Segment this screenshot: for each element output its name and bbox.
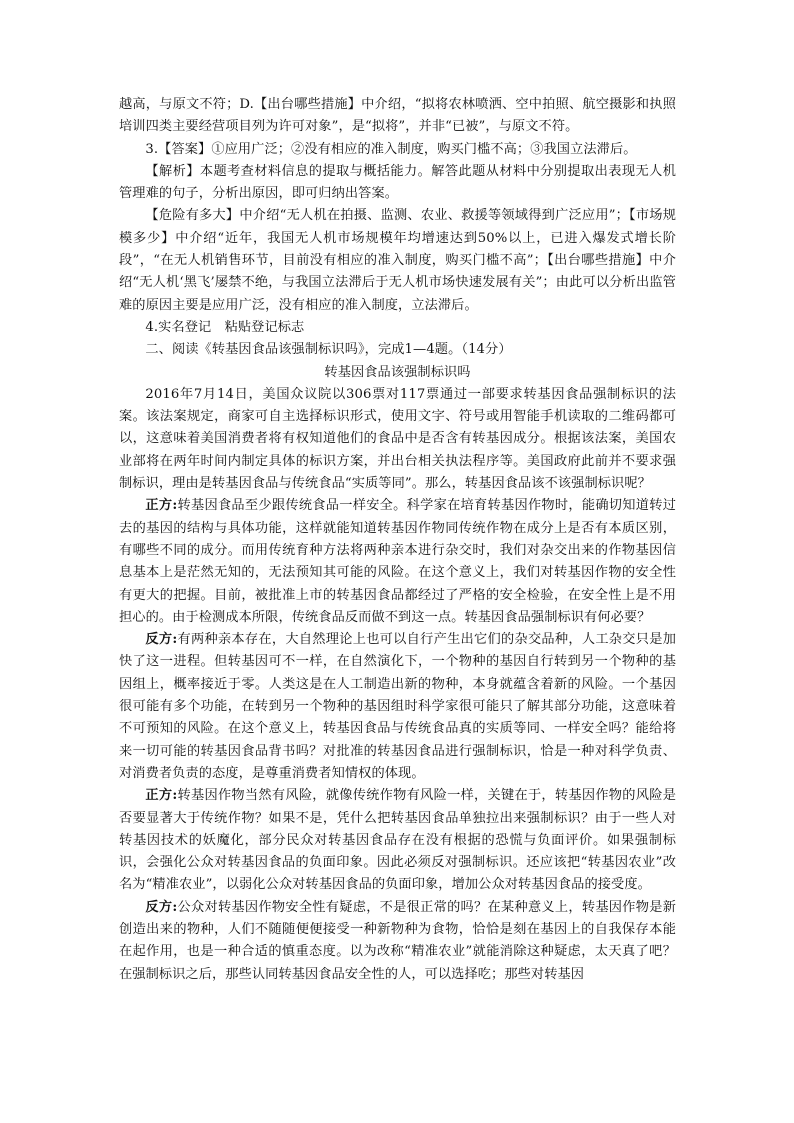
- analysis-3: 【解析】本题考查材料信息的提取与概括能力。解答此题从材料中分别提取出表现无人机管理难的句子，分析出原因，即可归纳出答案。: [119, 163, 676, 202]
- answer-4: 4.实名登记 粘贴登记标志: [145, 319, 305, 335]
- article-paragraph-5: [119, 897, 676, 986]
- article-paragraph-2: [119, 495, 676, 629]
- paragraph-text: 转基因食品至少跟传统食品一样安全。科学家在培育转基因作物时，能确切知道转过去的基因的结构与具体功能，这样就能知道转基因作物同传统作物在成分上是否有本质区别，有哪些不同的成分。而用传统育种方法将两种亲本进行杂交时，我们对杂交出来的作物基因信息基本上是茫然无知的，无法预知其可能的风险。在这个意义上，我们对转基因作物的安全性有更大的把握。目前，被批准上市的转基因食品都经过了严格的安全检验，在安全性上是不用担心的。由于检测成本所限，传统食品反而做不到这一点。转基因食品强制标识有何必要？: [119, 498, 677, 625]
- section-heading: 二、阅读《转基因食品该强制标识吗》，完成1—4题。（14分）: [145, 342, 512, 358]
- paragraph-text: 有两种亲本存在，大自然理论上也可以自行产生出它们的杂交品种，人工杂交只是加快了这一进程。但转基因可不一样，在自然演化下，一个物种的基因自行转到另一个物种的基因组上，概率接近于零。人类这是在人工制造出新的物种，本身就蕴含着新的风险。一个基因很可能有多个功能，在转到另一个物种的基因组时科学家很可能只了解其部分功能，这意味着不可预知的风险。在这个意义上，转基因食品与传统食品真的实质等同、一样安全吗？能给将来一切可能的转基因食品背书吗？对批准的转基因食品进行强制标识，恰是一种对科学负责、对消费者负责的态度，是尊重消费者知情权的体现。: [119, 632, 677, 781]
- speaker-label: 正方:: [145, 788, 178, 804]
- speaker-label: 反方:: [145, 899, 178, 915]
- article-paragraph-4: [119, 785, 676, 896]
- answer-3: 3.【答案】①应用广泛；②没有相应的准入制度，购买门槛不高；③我国立法滞后。: [145, 141, 637, 157]
- speaker-label: 反方:: [145, 632, 178, 648]
- article-title: 转基因食品该强制标识吗: [324, 364, 471, 380]
- article-paragraph-3: [119, 629, 676, 785]
- speaker-label: 正方:: [145, 498, 178, 514]
- paragraph-text: 公众对转基因作物安全性有疑虑，不是很正常的吗？在某种意义上，转基因作物是新创造出来的物种，人们不随随便便接受一种新物种为食物，恰恰是刻在基因上的自我保存本能在起作用，也是一种合适的慎重态度。以为改称“精准农业”就能消除这种疑虑，太天真了吧？在强制标识之后，那些认同转基因食品安全性的人，可以选择吃；那些对转基因: [119, 899, 677, 982]
- answer-continuation: 越高，与原文不符；D.【出台哪些措施】中介绍，“拟将农林喷洒、空中拍照、航空摄影和执照培训四类主要经营项目列为许可对象”，是“拟将”，并非“已被”，与原文不符。: [119, 97, 676, 135]
- article-paragraph-1: 2016年7月14日，美国众议院以306票对117票通过一部要求转基因食品强制标识的法案。该法案规定，商家可自主选择标识形式，使用文字、符号或用智能手机读取的二维码都可以，这意味着美国消费者将有权知道他们的食品中是否含有转基因成分。根据该法案，美国农业部将在两年时间内制定具体的标识方案，并出台相关执法程序等。美国政府此前并不要求强制标识，理由是转基因食品与传统食品“实质等同”。那么，转基因食品该不该强制标识呢？: [119, 386, 676, 492]
- paragraph-text: 转基因作物当然有风险，就像传统作物有风险一样，关键在于，转基因作物的风险是否要显著大于传统作物？如果不是，凭什么把转基因食品单独拉出来强制标识？由于一些人对转基因技术的妖魔化，部分民众对转基因食品存在没有根据的恐慌与负面评价。如果强制标识，会强化公众对转基因食品的负面印象。因此必须反对强制标识。还应该把“转基因农业”改名为“精准农业”，以弱化公众对转基因食品的负面印象，增加公众对转基因食品的接受度。: [119, 788, 677, 893]
- analysis-3-detail: 【危险有多大】中介绍“无人机在拍摄、监测、农业、救援等领域得到广泛应用”；【市场规模多少】中介绍“近年，我国无人机市场规模年均增速达到50%以上，已进入爆发式增长阶段”，“在无人机销售环节，目前没有相应的准入制度，购买门槛不高”；【出台哪些措施】中介绍“无人机‘黑飞’屡禁不绝，与我国立法滞后于无人机市场快速发展有关”；由此可以分析出监管难的原因主要是应用广泛，没有相应的准入制度，立法滞后。: [119, 208, 676, 313]
- document-page: [119, 94, 676, 986]
